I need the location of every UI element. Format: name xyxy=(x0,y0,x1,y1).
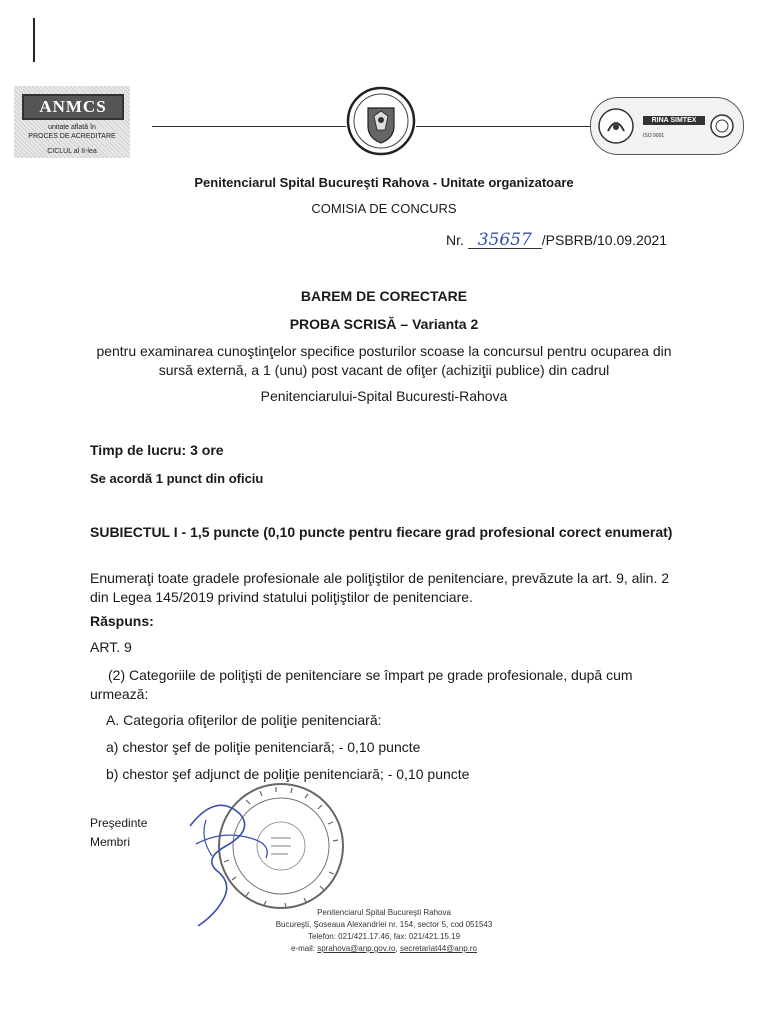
article-paragraph: (2) Categoriile de poliţişti de penitenciare se împart pe grade profesionale, după cum urmează: xyxy=(90,667,633,702)
unit-name: Penitenciarului-Spital Bucuresti-Rahova xyxy=(260,388,508,404)
handwritten-number: 35657 xyxy=(468,232,542,249)
answer-item: a) chestor şef de poliţie penitenciară; - 0,10 puncte xyxy=(106,739,421,755)
institution-name: Penitenciarul Spital Bucureşti Rahova - Unitate organizatoare xyxy=(194,175,574,190)
anmcs-logo-line3: CICLUL al II-lea xyxy=(47,148,97,155)
footer-email xyxy=(0,943,768,954)
category-heading: A. Categoria ofiţerilor de poliţie penitenciară: xyxy=(106,712,382,728)
footer-email-prefix: e-mail: xyxy=(291,944,318,953)
footer-name: Penitenciarul Spital Bucureşti Rahova xyxy=(317,908,451,917)
registration-prefix: Nr. xyxy=(446,232,464,248)
anmcs-logo-line2: PROCES DE ACREDITARE xyxy=(28,133,116,140)
answer-label: Răspuns: xyxy=(90,613,154,629)
work-time: Timp de lucru: 3 ore xyxy=(90,442,224,458)
intro-text: pentru examinarea cunoştinţelor specifice posturilor scoase la concursul pentru ocuparea din sursă externă, a 1 (unu) post vacant de ofiţer (achiziţii publice) din cadrul xyxy=(96,343,672,378)
footer-email-separator: , xyxy=(395,944,400,953)
bonus-point: Se acordă 1 punct din oficiu xyxy=(90,471,264,486)
header-rule-left xyxy=(152,126,346,127)
footer-email-link-1[interactable]: sprahova@anp.gov.ro xyxy=(317,944,396,953)
subject-heading: SUBIECTUL I - 1,5 puncte (0,10 puncte pentru fiecare grad profesional corect enumerat) xyxy=(90,524,673,540)
footer-phone: Telefon: 021/421.17.46, fax: 021/421.15.19 xyxy=(307,932,461,941)
footer-email-link-2[interactable]: secretariat44@anp.ro xyxy=(399,944,477,953)
answer-item: b) chestor şef adjunct de poliţie penitenciară; - 0,10 puncte xyxy=(106,766,470,782)
document-title: BAREM DE CORECTARE xyxy=(300,288,468,304)
page-edge-mark xyxy=(33,18,35,62)
iso-mark-icon xyxy=(709,113,735,139)
president-label: Preşedinte xyxy=(90,816,148,830)
anmcs-logo xyxy=(14,86,130,158)
rina-logo-note: ISO 9001 xyxy=(643,133,665,139)
footer-address: Bucureşti, Şoseaua Alexandriei nr. 154, sector 5, cod 051543 xyxy=(275,920,493,929)
rina-logo-name: RINA SIMTEX xyxy=(643,116,705,125)
header-rule-right xyxy=(416,126,590,127)
members-label: Membri xyxy=(90,835,131,849)
commission-name: COMISIA DE CONCURS xyxy=(311,201,457,216)
coat-of-arms-icon xyxy=(346,86,416,156)
anmcs-logo-name: ANMCS xyxy=(22,94,124,120)
registration-suffix: /PSBRB/10.09.2021 xyxy=(541,232,668,248)
registration-number xyxy=(446,232,667,249)
anmcs-logo-line1: unitate aflată în xyxy=(48,124,96,131)
article-number: ART. 9 xyxy=(90,639,132,655)
document-subtitle: PROBA SCRISĂ – Varianta 2 xyxy=(289,316,479,332)
rina-simtex-logo xyxy=(590,97,744,155)
certification-icon xyxy=(597,107,635,145)
task-text: Enumeraţi toate gradele profesionale ale poliţiştilor de penitenciare, prevăzute la art. 9, alin. 2 din Legea 145/2019 privind statului poliţiştilor de penitenciare. xyxy=(90,570,670,605)
